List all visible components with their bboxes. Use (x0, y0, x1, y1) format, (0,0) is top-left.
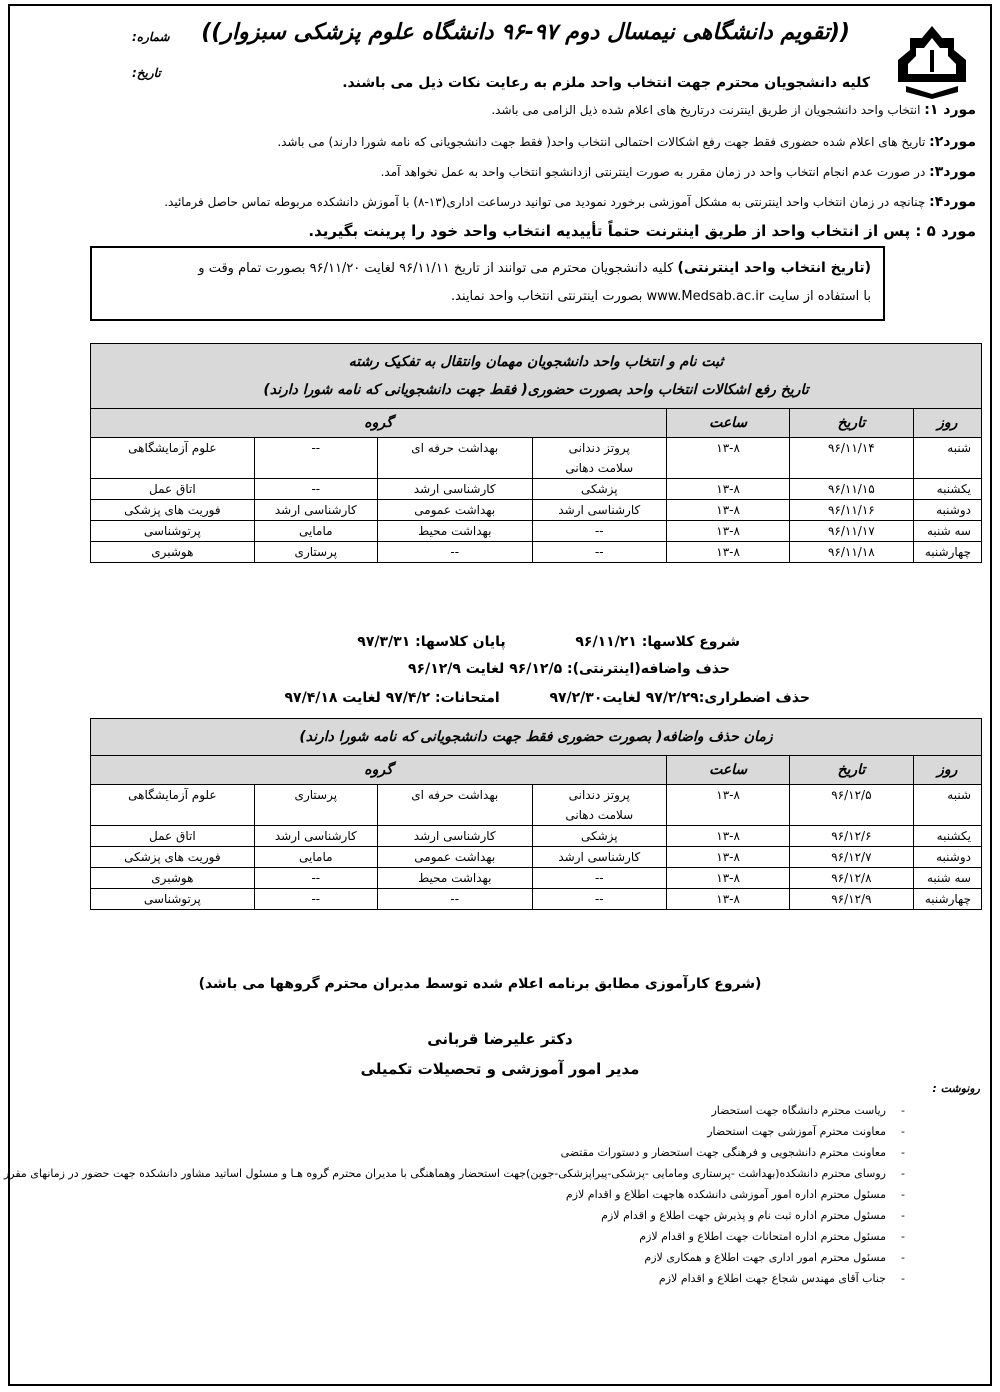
group-cell: کارشناسی ارشد (254, 826, 377, 847)
date-cell: ۹۶/۱۱/۱۸ (790, 542, 913, 563)
group-cell: کارشناسی ارشد (377, 826, 532, 847)
group-cell: -- (532, 889, 666, 910)
group-cell: بهداشت محیط (377, 868, 532, 889)
table-row (91, 889, 982, 910)
cc-text: مسئول محترم اداره امور آموزشی دانشکده هاجهت اطلاع و اقدام لازم (565, 1188, 886, 1201)
item-3 (76, 164, 976, 180)
table1-band (91, 344, 982, 409)
group-cell: علوم آزمایشگاهی (91, 785, 255, 826)
date-cell: ۹۶/۱۲/۶ (790, 826, 913, 847)
table-row (91, 826, 982, 847)
date-cell: ۹۶/۱۱/۱۴ (790, 438, 913, 479)
table2-band: زمان حذف واضافه( بصورت حضوری فقط جهت دانشجویانی که نامه شورا دارند) (91, 719, 982, 756)
date-cell: ۹۶/۱۱/۱۷ (790, 521, 913, 542)
page-title: ((تقویم دانشگاهی نیمسال دوم ۹۷-۹۶ دانشگاه علوم پزشکی سبزوار)) (201, 20, 850, 45)
group-cell: کارشناسی ارشد (377, 479, 532, 500)
group-cell: -- (254, 438, 377, 479)
classes-end: پایان کلاسها: ۹۷/۳/۳۱ (357, 634, 506, 650)
item-text: در صورت عدم انجام انتخاب واحد در زمان مقرر به صورت اینترنتی ازدانشجو انتخاب واحد به عمل نخواهد آمد. (380, 165, 926, 179)
exams: امتحانات: ۹۷/۴/۲ لغایت ۹۷/۴/۱۸ (284, 690, 500, 706)
table-row (91, 438, 982, 479)
group-cell: -- (254, 889, 377, 910)
day-cell: یکشنبه (913, 826, 982, 847)
item-key: مورد۳: (929, 164, 976, 180)
date-cell: ۹۶/۱۲/۸ (790, 868, 913, 889)
cc-item (0, 1146, 920, 1159)
cc-bullet: - (901, 1146, 905, 1159)
group-cell: بهداشت حرفه ای (377, 438, 532, 479)
day-cell: شنبه (913, 438, 982, 479)
signatory-role: مدیر امور آموزشی و تحصیلات تکمیلی (360, 1060, 640, 1078)
cc-text: روسای محترم دانشکده(بهداشت -پرستاری ومامایی -پزشکی-پیراپزشکی-جوین)جهت استحضار وهماهنگی با مدیران محترم گروه هـا و مسئول اساتید مشاور دانشکده جهت حضور در زمانهای مقرر (3, 1167, 886, 1180)
cc-bullet: - (901, 1167, 905, 1180)
cc-text: معاونت محترم آموزشی جهت استحضار (707, 1125, 886, 1138)
item-4 (76, 194, 976, 210)
table-row (91, 868, 982, 889)
cc-text: ریاست محترم دانشگاه جهت استحضار (711, 1104, 886, 1117)
day-cell: چهارشنبه (913, 889, 982, 910)
group-cell: -- (377, 542, 532, 563)
emergency-drop: حذف اضطراری:۹۷/۲/۲۹ لغایت۹۷/۲/۳۰ (549, 690, 810, 706)
add-drop-internet: حذف واضافه(اینترنتی): ۹۶/۱۲/۵ لغایت ۹۶/۱۲/۹ (407, 661, 730, 677)
cc-list (3, 1104, 960, 1293)
box-line-1 (104, 254, 871, 283)
time-cell: ۱۳-۸ (667, 847, 790, 868)
group-cell: هوشبری (91, 868, 255, 889)
cc-text: معاونت محترم دانشجویی و فرهنگی جهت استحضار و دستورات مقتضی (560, 1146, 886, 1159)
cc-bullet: - (901, 1209, 905, 1222)
item-text: چنانچه در زمان انتخاب واحد اینترنتی به مشکل آموزشی برخورد نمودید می توانید درساعت اداری(۱۳-۸) با آموزش دانشکده مربوطه تماس حاصل فرمائید. (164, 195, 926, 209)
table-row (91, 785, 982, 826)
cc-item (0, 1251, 920, 1264)
internship-note: (شروع کارآموزی مطابق برنامه اعلام شده توسط مدیران محترم گروهها می باشد) (198, 976, 762, 992)
item-key: مورد ۱: (924, 102, 976, 118)
table-row (91, 500, 982, 521)
group-cell: پرستاری (254, 785, 377, 826)
group-cell: کارشناسی ارشد (532, 847, 666, 868)
group-cell: پزشکی (532, 479, 666, 500)
day-cell: دوشنبه (913, 847, 982, 868)
classes-start: شروع کلاسها: ۹۶/۱۱/۲۱ (575, 634, 740, 650)
table1-band-line1: ثبت نام و انتخاب واحد دانشجویان مهمان وانتقال به تفکیک رشته (348, 354, 724, 370)
header-day: روز (913, 409, 982, 438)
header-day: روز (913, 756, 982, 785)
cc-bullet: - (901, 1230, 905, 1243)
group-cell: کارشناسی ارشد (254, 500, 377, 521)
cc-title: رونوشت : (932, 1082, 980, 1095)
time-cell: ۱۳-۸ (667, 889, 790, 910)
group-cell: هوشبری (91, 542, 255, 563)
item-5: مورد ۵ : پس از انتخاب واحد از طریق اینترنت حتماً تأییدیه انتخاب واحد خود را پرینت بگیرید. (308, 222, 976, 240)
cc-bullet: - (901, 1125, 905, 1138)
cc-text: مسئول محترم امور اداری جهت اطلاع و همکاری لازم (644, 1251, 886, 1264)
table-row (91, 847, 982, 868)
table2-body (91, 785, 982, 910)
exam-dates (210, 690, 810, 706)
cc-text: مسئول محترم اداره امتحانات جهت اطلاع و اقدام لازم (639, 1230, 886, 1243)
cc-text: مسئول محترم اداره ثبت نام و پذیرش جهت اطلاع و اقدام لازم (601, 1209, 886, 1222)
date-cell: ۹۶/۱۲/۵ (790, 785, 913, 826)
header-group: گروه (91, 756, 667, 785)
item-key: مورد۲: (929, 134, 976, 150)
intro-text: کلیه دانشجویان محترم جهت انتخاب واحد ملزم به رعایت نکات ذیل می باشند. (342, 75, 870, 91)
header-time: ساعت (667, 409, 790, 438)
time-cell: ۱۳-۸ (667, 542, 790, 563)
group-cell: کارشناسی ارشد (532, 500, 666, 521)
table-row (91, 542, 982, 563)
time-cell: ۱۳-۸ (667, 500, 790, 521)
day-cell: سه شنبه (913, 521, 982, 542)
date-cell: ۹۶/۱۱/۱۶ (790, 500, 913, 521)
header-group: گروه (91, 409, 667, 438)
add-drop-schedule-table (90, 718, 982, 910)
group-cell: بهداشت حرفه ای (377, 785, 532, 826)
box-heading: (تاریخ انتخاب واحد اینترنتی) (677, 260, 871, 276)
date-cell: ۹۶/۱۲/۹ (790, 889, 913, 910)
date-cell: ۹۶/۱۲/۷ (790, 847, 913, 868)
date-cell: ۹۶/۱۱/۱۵ (790, 479, 913, 500)
time-cell: ۱۳-۸ (667, 868, 790, 889)
cc-item (0, 1272, 920, 1285)
group-cell: -- (532, 521, 666, 542)
group-cell: پرتوشناسی (91, 889, 255, 910)
group-cell: مامایی (254, 847, 377, 868)
group-cell: مامایی (254, 521, 377, 542)
date-label: تاریخ: (132, 66, 161, 80)
registration-schedule-table (90, 343, 982, 563)
item-text: انتخاب واحد دانشجویان از طریق اینترنت درتاریخ های اعلام شده ذیل الزامی می باشد. (491, 103, 921, 117)
signatory-name: دکتر علیرضا قربانی (427, 1030, 573, 1048)
cc-bullet: - (901, 1251, 905, 1264)
time-cell: ۱۳-۸ (667, 826, 790, 847)
cc-item (0, 1188, 920, 1201)
group-cell: -- (254, 868, 377, 889)
header-date: تاریخ (790, 756, 913, 785)
group-cell: پرتوشناسی (91, 521, 255, 542)
table-row (91, 521, 982, 542)
cc-item (0, 1209, 920, 1222)
group-cell: علوم آزمایشگاهی (91, 438, 255, 479)
table1-band-line2: تاریخ رفع اشکالات انتخاب واحد بصورت حضوری( فقط جهت دانشجویانی که نامه شورا دارند) (263, 382, 809, 398)
box-text-1: کلیه دانشجویان محترم می توانند از تاریخ ۹۶/۱۱/۱۱ لغایت ۹۶/۱۱/۲۰ بصورت تمام وقت و (198, 261, 674, 276)
group-cell: اتاق عمل (91, 479, 255, 500)
group-cell: -- (254, 479, 377, 500)
group-cell: -- (532, 542, 666, 563)
university-logo (892, 20, 972, 100)
day-cell: چهارشنبه (913, 542, 982, 563)
header-date: تاریخ (790, 409, 913, 438)
box-line-2 (104, 283, 871, 311)
classes-dates (260, 634, 740, 650)
time-cell: ۱۳-۸ (667, 521, 790, 542)
item-2 (76, 134, 976, 150)
group-cell: پروتز دندانی سلامت دهانی (532, 785, 666, 826)
cc-bullet: - (901, 1188, 905, 1201)
day-cell: سه شنبه (913, 868, 982, 889)
cc-item (0, 1230, 920, 1243)
cc-text: جناب آقای مهندس شجاع جهت اطلاع و اقدام لازم (658, 1272, 886, 1285)
time-cell: ۱۳-۸ (667, 438, 790, 479)
day-cell: یکشنبه (913, 479, 982, 500)
group-cell: پرستاری (254, 542, 377, 563)
group-cell: فوریت های پزشکی (91, 500, 255, 521)
cc-item (0, 1125, 920, 1138)
group-cell: -- (377, 889, 532, 910)
group-cell: فوریت های پزشکی (91, 847, 255, 868)
day-cell: شنبه (913, 785, 982, 826)
time-cell: ۱۳-۸ (667, 479, 790, 500)
header-time: ساعت (667, 756, 790, 785)
day-cell: دوشنبه (913, 500, 982, 521)
internet-registration-box (90, 246, 885, 321)
number-label: شماره: (132, 30, 170, 44)
group-cell: پروتز دندانی سلامت دهانی (532, 438, 666, 479)
item-key: مورد۴: (929, 194, 976, 210)
cc-item (0, 1104, 920, 1117)
item-text: تاریخ های اعلام شده حضوری فقط جهت رفع اشکالات احتمالی انتخاب واحد( فقط جهت دانشجویانی که نامه شورا دارند) می باشد. (277, 135, 926, 149)
group-cell: پزشکی (532, 826, 666, 847)
group-cell: بهداشت محیط (377, 521, 532, 542)
cc-item (0, 1167, 920, 1180)
group-cell: بهداشت عمومی (377, 847, 532, 868)
time-cell: ۱۳-۸ (667, 785, 790, 826)
group-cell: اتاق عمل (91, 826, 255, 847)
cc-bullet: - (901, 1104, 905, 1117)
table1-body (91, 438, 982, 563)
table-row (91, 479, 982, 500)
cc-bullet: - (901, 1272, 905, 1285)
group-cell: بهداشت عمومی (377, 500, 532, 521)
box-text-2: با استفاده از سایت www.Medsab.ac.ir بصورت اینترنتی انتخاب واحد نمایند. (451, 289, 871, 304)
group-cell: -- (532, 868, 666, 889)
item-1 (76, 102, 976, 118)
